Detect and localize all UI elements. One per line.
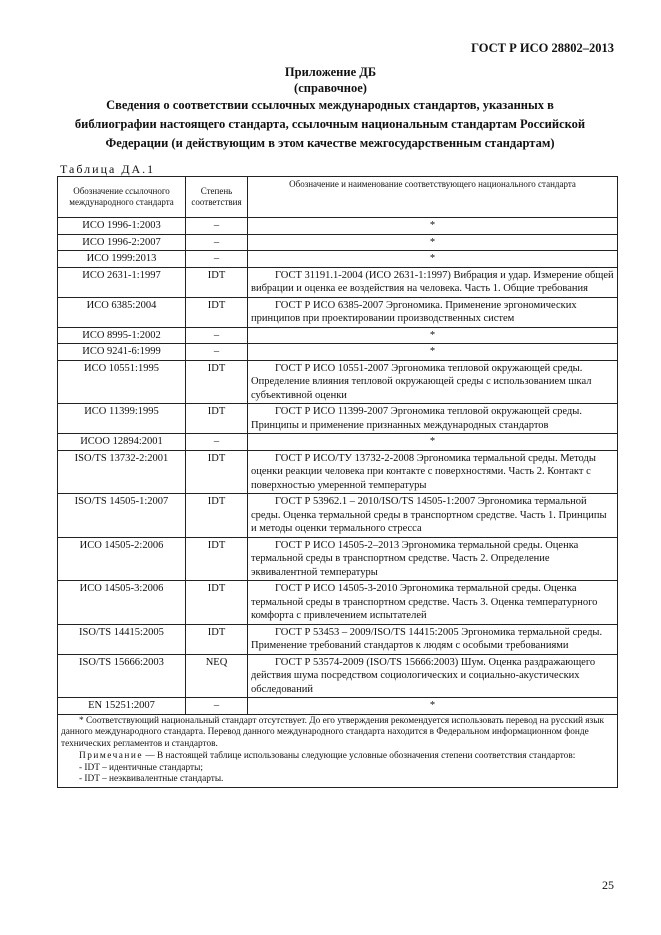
note-label: Примечание <box>79 750 143 761</box>
ref-standard-cell: ISO/TS 14415:2005 <box>58 624 186 654</box>
ref-standard-cell: ИСО 8995-1:2002 <box>58 327 186 344</box>
table-notes-row <box>58 714 618 788</box>
national-standard-cell <box>248 404 618 434</box>
degree-cell: – <box>186 434 248 451</box>
table-row <box>58 494 618 538</box>
table-row <box>58 698 618 715</box>
table-row <box>58 297 618 327</box>
degree-cell: – <box>186 344 248 361</box>
ref-standard-cell: ISO/TS 13732-2:2001 <box>58 450 186 494</box>
national-standard-text: ГОСТ Р ИСО/ТУ 13732-2-2008 Эргономика термальной среды. Методы оценки реакции человека при контакте с поверхностями. Часть 2. Контакт с поверхностью умеренной температуры <box>251 452 596 491</box>
national-standard-cell <box>248 494 618 538</box>
table-row <box>58 251 618 268</box>
note-item-neq: - IDT – неэквивалентные стандарты. <box>79 774 224 785</box>
national-standard-cell <box>248 267 618 297</box>
national-standard-text: ГОСТ 31191.1-2004 (ИСО 2631-1:1997) Вибрация и удар. Измерение общей вибрации и оценка ее воздействия на человека. Часть 1. Общие требования <box>251 269 614 294</box>
degree-cell: – <box>186 251 248 268</box>
degree-cell: IDT <box>186 624 248 654</box>
degree-cell: – <box>186 698 248 715</box>
national-standard-text: ГОСТ Р ИСО 10551-2007 Эргономика тепловой окружающей среды. Определение влияния тепловой окружающей среды с использованием шкал субъективной оценки <box>251 362 592 401</box>
note <box>61 751 614 763</box>
table-caption: Таблица ДА.1 <box>60 162 156 176</box>
table-row <box>58 537 618 581</box>
table-row <box>58 450 618 494</box>
ref-standard-cell: ИСО 1996-1:2003 <box>58 218 186 235</box>
ref-standard-cell: ИСО 2631-1:1997 <box>58 267 186 297</box>
note-item-idt: - IDT – идентичные стандарты; <box>79 762 203 773</box>
table-row <box>58 344 618 361</box>
table-row <box>58 267 618 297</box>
national-standard-cell <box>248 344 618 361</box>
degree-cell: – <box>186 327 248 344</box>
national-standard-cell <box>248 251 618 268</box>
national-standard-text: * <box>429 253 436 264</box>
table-row <box>58 327 618 344</box>
national-standard-text: * <box>429 436 436 447</box>
degree-cell: IDT <box>186 581 248 625</box>
national-standard-text: * <box>429 700 436 711</box>
degree-cell: IDT <box>186 404 248 434</box>
national-standard-cell <box>248 434 618 451</box>
degree-cell: IDT <box>186 537 248 581</box>
ref-standard-cell: ИСО 10551:1995 <box>58 360 186 404</box>
national-standard-text: * <box>429 346 436 357</box>
national-standard-text: ГОСТ Р 53453 – 2009/ISO/TS 14415:2005 Эргономика термальной среды. Применение требований стандартов к людям с особыми требованиями <box>251 626 603 651</box>
national-standard-text: ГОСТ Р ИСО 6385-2007 Эргономика. Применение эргономических принципов при проектировании производственных систем <box>251 299 577 324</box>
national-standard-cell <box>248 297 618 327</box>
header-national-standard: Обозначение и наименование соответствующего национального стандарта <box>248 177 618 218</box>
degree-cell: – <box>186 234 248 251</box>
ref-standard-cell: ИСОО 12894:2001 <box>58 434 186 451</box>
national-standard-text: ГОСТ Р ИСО 11399-2007 Эргономика тепловой окружающей среды. Принципы и применение признанных международных стандартов <box>251 406 582 431</box>
table-row <box>58 218 618 235</box>
table-row <box>58 654 618 698</box>
table-header-row <box>58 177 618 218</box>
page-number: 25 <box>602 878 614 892</box>
degree-cell: NEQ <box>186 654 248 698</box>
national-standard-cell <box>248 234 618 251</box>
ref-standard-cell: ИСО 1996-2:2007 <box>58 234 186 251</box>
header-degree: Степень соответствия <box>186 177 248 218</box>
table-row <box>58 360 618 404</box>
appendix-subtitle: (справочное) <box>294 81 367 95</box>
degree-cell: IDT <box>186 267 248 297</box>
table-notes <box>58 714 618 788</box>
ref-standard-cell: ИСО 6385:2004 <box>58 297 186 327</box>
ref-standard-cell: ИСО 14505-2:2006 <box>58 537 186 581</box>
correspondence-table <box>57 176 618 788</box>
ref-standard-cell: EN 15251:2007 <box>58 698 186 715</box>
national-standard-text: * <box>429 220 436 231</box>
appendix-title: Приложение ДБ <box>284 65 377 79</box>
degree-cell: IDT <box>186 360 248 404</box>
footnote: * Соответствующий национальный стандарт отсутствует. До его утверждения рекомендуется использовать перевод на русский язык данного международного стандарта. Перевод данного международного стандарта находится в Федеральном информационном фонде технических регламентов и стандартов. <box>61 715 604 750</box>
national-standard-text: ГОСТ Р 53962.1 – 2010/ISO/TS 14505-1:2007 Эргономика термальной среды. Оценка термальной среды в транспортном средстве. Часть 1. Принципы и методы оценки термального стресса <box>251 496 607 534</box>
ref-standard-cell: ИСО 11399:1995 <box>58 404 186 434</box>
table-row <box>58 404 618 434</box>
table-row <box>58 234 618 251</box>
national-standard-text: * <box>429 329 436 341</box>
national-standard-text: ГОСТ Р ИСО 14505-3-2010 Эргономика термальной среды. Оценка термальной среды в транспортном средстве. Часть 3. Оценка температурного комфорта с привлечением испытателей <box>251 583 598 621</box>
degree-cell: IDT <box>186 450 248 494</box>
national-standard-text: * <box>429 236 436 248</box>
national-standard-text: ГОСТ Р 53574-2009 (ISO/TS 15666:2003) Шум. Оценка раздражающего действия шума посредством социологических и социально-акустических обследований <box>251 656 596 695</box>
ref-standard-cell: ИСО 14505-3:2006 <box>58 581 186 625</box>
national-standard-cell <box>248 581 618 625</box>
ref-standard-cell: ISO/TS 15666:2003 <box>58 654 186 698</box>
table-row <box>58 434 618 451</box>
national-standard-cell <box>248 327 618 344</box>
national-standard-cell <box>248 537 618 581</box>
appendix-description: Сведения о соответствии ссылочных международных стандартов, указанных в библиографии настоящего стандарта, ссылочным национальным стандартам Российской Федерации (и действующим в этом качестве межгосударственным стандартам) <box>74 98 586 150</box>
national-standard-cell <box>248 450 618 494</box>
national-standard-cell <box>248 698 618 715</box>
national-standard-cell <box>248 654 618 698</box>
table-body <box>58 218 618 715</box>
header-ref-standard: Обозначение ссылочного международного стандарта <box>58 177 186 218</box>
table-row <box>58 624 618 654</box>
national-standard-text: ГОСТ Р ИСО 14505-2–2013 Эргономика термальной среды. Оценка термальной среды в транспортном средстве. Часть 2. Определение эквивалентной температуры <box>251 539 579 578</box>
national-standard-cell <box>248 360 618 404</box>
degree-cell: – <box>186 218 248 235</box>
ref-standard-cell: ИСО 9241-6:1999 <box>58 344 186 361</box>
ref-standard-cell: ИСО 1999:2013 <box>58 251 186 268</box>
note-text: — В настоящей таблице использованы следующие условные обозначения степени соответствия стандартов: <box>145 750 576 761</box>
ref-standard-cell: ISO/TS 14505-1:2007 <box>58 494 186 538</box>
national-standard-cell <box>248 624 618 654</box>
degree-cell: IDT <box>186 494 248 538</box>
degree-cell: IDT <box>186 297 248 327</box>
document-code: ГОСТ Р ИСО 28802–2013 <box>471 41 614 55</box>
table-row <box>58 581 618 625</box>
national-standard-cell <box>248 218 618 235</box>
